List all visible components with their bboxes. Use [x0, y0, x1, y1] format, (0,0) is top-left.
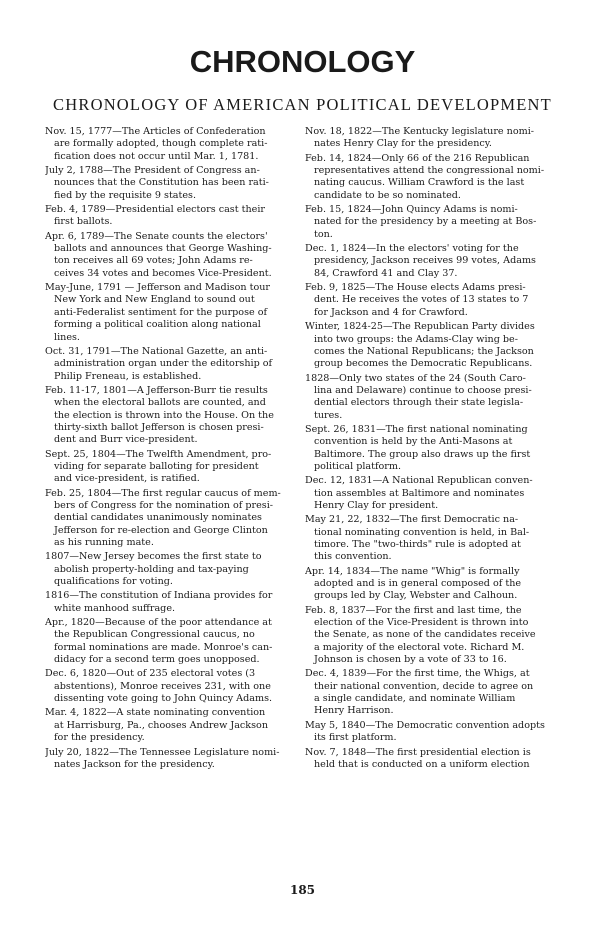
entry-line: Sept. 25, 1804—The Twelfth Amendment, pro-: [45, 448, 272, 460]
entry-line: Apr. 6, 1789—The Senate counts the electors': [45, 230, 268, 242]
chronology-entry: [45, 668, 303, 705]
entry-line: 84, Crawford 41 and Clay 37.: [314, 267, 458, 279]
entry-line: dent. He receives the votes of 13 states to 7: [314, 294, 529, 306]
chronology-entry: [45, 126, 303, 163]
entry-line: comes the National Republicans; the Jackson: [314, 345, 534, 357]
entry-line: nating caucus. William Crawford is the last: [314, 177, 525, 189]
entry-line: forming a political coalition along national: [54, 319, 261, 331]
entry-line: Feb. 11-17, 1801—A Jefferson-Burr tie results: [45, 384, 268, 396]
entry-line: ton receives all 69 votes; John Adams re-: [54, 255, 253, 267]
entry-line: administration organ under the editorship of: [54, 358, 273, 370]
chronology-entry: [305, 566, 567, 603]
entry-line: the Senate, as none of the candidates receive: [314, 629, 536, 641]
entry-line: Winter, 1824-25—The Republican Party divides: [305, 321, 535, 333]
entry-line: Nov. 18, 1822—The Kentucky legislature nomi-: [305, 126, 535, 137]
entry-line: Dec. 1, 1824—In the electors' voting for the: [305, 243, 519, 255]
entry-line: Baltimore. The group also draws up the first: [314, 448, 531, 460]
entry-line: ballots and announces that George Washing-: [54, 243, 272, 255]
chronology-entry: [45, 707, 303, 744]
entry-line: its first platform.: [314, 732, 397, 744]
entry-line: timore. The "two-thirds" rule is adopted at: [314, 539, 521, 550]
entry-line: abstentions), Monroe receives 231, with one: [54, 680, 271, 692]
entry-line: group becomes the Democratic Republicans.: [314, 358, 533, 370]
entry-line: a majority of the electoral vote. Richard M.: [314, 641, 525, 653]
chronology-entry: [45, 551, 303, 588]
chronology-entry: [305, 668, 567, 717]
entry-line: Sept. 26, 1831—The first national nominating: [305, 423, 528, 435]
chronology-entry: [45, 617, 303, 666]
entry-line: viding for separate balloting for president: [54, 460, 259, 472]
chronology-entry: [45, 231, 303, 280]
entry-line: Dec. 4, 1839—For the first time, the Whigs, at: [305, 668, 530, 680]
chronology-entry: [45, 488, 303, 550]
chronology-entry: [305, 153, 567, 202]
entry-line: this convention.: [314, 551, 392, 563]
entry-line: Oct. 31, 1791—The National Gazette, an anti-: [45, 345, 268, 357]
chronology-entry: [305, 720, 567, 745]
entry-line: lina and Delaware) continue to choose presi-: [314, 384, 532, 396]
chronology-entry: [45, 204, 303, 229]
entry-line: Nov. 15, 1777—The Articles of Confederation: [45, 126, 266, 137]
entry-line: anti-Federalist sentiment for the purpose of: [54, 306, 268, 318]
entry-line: Feb. 4, 1789—Presidential electors cast their: [45, 204, 266, 216]
entry-line: July 20, 1822—The Tennessee Legislature nomi-: [45, 746, 280, 758]
page-title: CHRONOLOGY: [189, 44, 416, 79]
entry-line: are formally adopted, though complete rati-: [54, 138, 268, 150]
entry-line: July 2, 1788—The President of Congress an-: [45, 165, 260, 177]
entry-line: tures.: [314, 409, 343, 421]
entry-line: Dec. 6, 1820—Out of 235 electoral votes (3: [45, 668, 256, 680]
entry-line: dential electors through their state legisla-: [314, 397, 524, 409]
entry-line: dential candidates unanimously nominates: [54, 512, 262, 524]
chronology-entry: [305, 605, 567, 667]
entry-line: didacy for a second term goes unopposed.: [54, 654, 260, 666]
entry-line: as his running mate.: [54, 537, 154, 548]
entry-line: fication does not occur until Mar. 1, 1781.: [54, 150, 259, 162]
chronology-entry: [45, 449, 303, 486]
chronology-entry: [305, 204, 567, 241]
chronology-entry: [305, 424, 567, 473]
entry-line: Feb. 15, 1824—John Quincy Adams is nomi-: [305, 204, 518, 216]
entry-line: and vice-president, is ratified.: [54, 473, 200, 485]
entry-line: dissenting vote going to John Quincy Adams.: [54, 693, 273, 705]
entry-line: May 21, 22, 1832—The first Democratic na-: [305, 514, 519, 526]
chronology-entry: [45, 165, 303, 202]
entry-line: ceives 34 votes and becomes Vice-President.: [54, 267, 272, 279]
entry-line: ton.: [314, 228, 333, 240]
chronology-entry: [305, 243, 567, 280]
entry-line: nated for the presidency by a meeting at Bos-: [314, 216, 537, 228]
entry-line: presidency, Jackson receives 99 votes, Adams: [314, 255, 536, 267]
entry-line: lines.: [54, 331, 80, 343]
entry-line: New York and New England to sound out: [54, 294, 255, 306]
entry-line: May 5, 1840—The Democratic convention adopts: [305, 719, 545, 731]
entry-line: Dec. 12, 1831—A National Republican conven-: [305, 475, 533, 487]
entry-line: Henry Harrison.: [314, 705, 394, 717]
entry-line: Feb. 8, 1837—For the first and last time, the: [305, 604, 522, 616]
entry-line: Philip Freneau, is established.: [54, 370, 202, 382]
chronology-entry: [305, 514, 567, 563]
entry-line: Apr., 1820—Because of the poor attendance at: [45, 617, 272, 629]
entry-line: white manhood suffrage.: [54, 602, 176, 614]
entry-line: Mar. 4, 1822—A state nominating convention: [45, 707, 266, 719]
right-column: [305, 126, 567, 773]
entry-line: election of the Vice-President is thrown into: [314, 617, 529, 629]
chronology-entry: [305, 282, 567, 319]
entry-line: 1807—New Jersey becomes the first state to: [45, 551, 262, 563]
page-number: 185: [289, 883, 316, 897]
chronology-entry: [305, 321, 567, 370]
entry-line: a single candidate, and nominate William: [314, 693, 516, 705]
entry-line: nates Jackson for the presidency.: [54, 758, 215, 770]
chronology-entry: [45, 282, 303, 344]
entry-line: nounces that the Constitution has been rati-: [54, 177, 269, 189]
chronology-entry: [45, 747, 303, 772]
entry-line: first ballots.: [54, 216, 113, 228]
entry-line: abolish property-holding and tax-paying: [54, 563, 249, 575]
chronology-entry: [45, 385, 303, 447]
entry-line: when the electoral ballots are counted, and: [54, 397, 266, 409]
entry-line: qualifications for voting.: [54, 576, 173, 588]
entry-line: tional nominating convention is held, in Bal-: [314, 526, 530, 538]
entry-line: political platform.: [314, 460, 402, 472]
entry-line: nates Henry Clay for the presidency.: [314, 138, 492, 150]
entry-line: for the presidency.: [54, 732, 145, 744]
entry-line: 1828—Only two states of the 24 (South Caro-: [305, 372, 526, 384]
entry-line: dent and Burr vice-president.: [54, 434, 198, 446]
entry-line: Nov. 7, 1848—The first presidential election is: [305, 746, 531, 758]
chronology-entry: [305, 126, 567, 151]
entry-line: adopted and is in general composed of the: [314, 578, 522, 590]
section-subtitle: CHRONOLOGY OF AMERICAN POLITICAL DEVELOPMENT: [53, 95, 552, 114]
entry-line: Henry Clay for president.: [314, 499, 439, 511]
entry-line: representatives attend the congressional nomi-: [314, 165, 545, 177]
left-column: [45, 126, 303, 773]
entry-line: groups led by Clay, Webster and Calhoun.: [314, 590, 518, 602]
entry-line: Feb. 9, 1825—The House elects Adams presi-: [305, 282, 526, 294]
entry-line: candidate to be so nominated.: [314, 189, 461, 201]
chronology-entry: [45, 346, 303, 383]
entry-line: Feb. 25, 1804—The first regular caucus of mem-: [45, 487, 281, 499]
entry-line: Jefferson for re-election and George Clinton: [54, 524, 268, 536]
entry-line: Apr. 14, 1834—The name "Whig" is formally: [305, 565, 520, 577]
entry-line: into two groups: the Adams-Clay wing be-: [314, 333, 518, 345]
chronology-entry: [305, 475, 567, 512]
entry-line: 1816—The constitution of Indiana provides for: [45, 590, 273, 602]
entry-line: fied by the requisite 9 states.: [54, 189, 197, 201]
entry-line: convention is held by the Anti-Masons at: [314, 436, 513, 448]
entry-line: for Jackson and 4 for Crawford.: [314, 306, 468, 318]
entry-line: formal nominations are made. Monroe's can-: [54, 641, 273, 653]
entry-line: the Republican Congressional caucus, no: [54, 629, 255, 641]
entry-line: Feb. 14, 1824—Only 66 of the 216 Republican: [305, 152, 530, 164]
entry-line: bers of Congress for the nomination of presi-: [54, 499, 274, 511]
entry-line: the election is thrown into the House. On the: [54, 409, 274, 421]
chronology-entry: [45, 590, 303, 615]
entry-line: at Harrisburg, Pa., chooses Andrew Jackson: [54, 719, 268, 731]
entry-line: tion assembles at Baltimore and nominates: [314, 487, 525, 499]
entry-line: Johnson is chosen by a vote of 33 to 16.: [314, 654, 507, 666]
chronology-entry: [305, 747, 567, 772]
entry-line: their national convention, decide to agree on: [314, 680, 534, 692]
entry-line: thirty-sixth ballot Jefferson is chosen presi-: [54, 421, 264, 433]
chronology-entry: [305, 373, 567, 422]
entry-line: May-June, 1791 — Jefferson and Madison tour: [45, 282, 270, 294]
entry-line: held that is conducted on a uniform election: [314, 758, 530, 770]
